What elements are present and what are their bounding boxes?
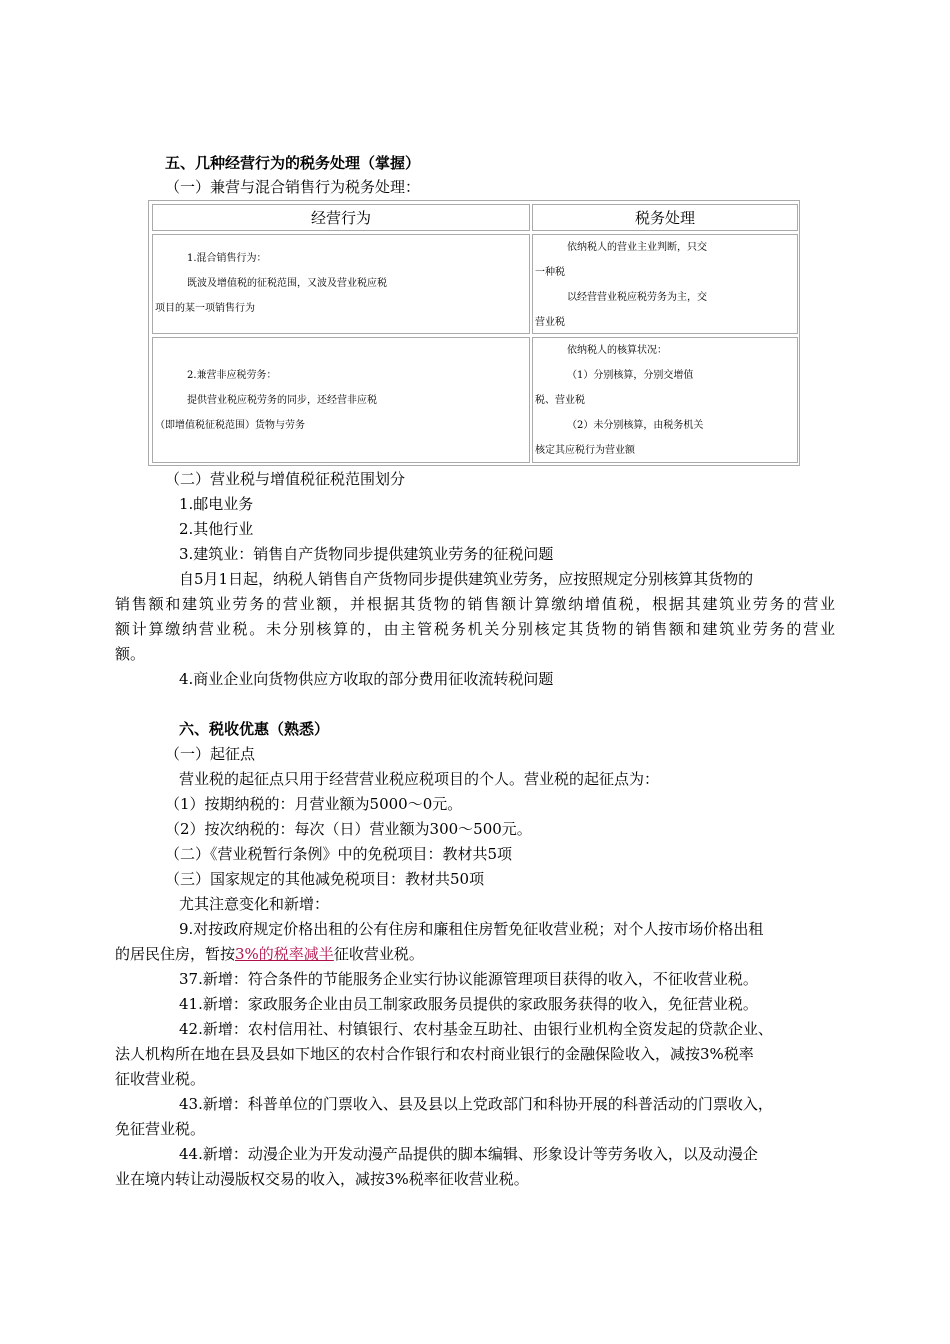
tax-treatment-table (148, 200, 800, 466)
section-5-title: 五、几种经营行为的税务处理（掌握） (165, 154, 421, 172)
table-cell-line: 营业税 (535, 317, 565, 328)
table-cell-line: （即增值税征税范围）货物与劳务 (155, 420, 305, 431)
table-cell-line: 2.兼营非应税劳务： (187, 370, 277, 381)
table-header-business: 经营行为 (152, 204, 530, 231)
table-cell-line: 项目的某一项销售行为 (155, 303, 255, 314)
section-6-sub3: （三）国家规定的其他减免税项目：教材共50项 (165, 870, 485, 888)
table-cell-line: （1）分别核算，分别交增值 (567, 370, 694, 381)
item-42-line3: 征收营业税。 (115, 1070, 206, 1088)
item-4: 4.商业企业向货物供应方收取的部分费用征收流转税问题 (179, 670, 554, 688)
item-42-line2: 法人机构所在地在县及县如下地区的农村合作银行和农村商业银行的金融保险收入，减按3%税率 (115, 1045, 754, 1063)
table-cell-line: 既波及增值税的征税范围，又波及营业税应税 (187, 278, 387, 289)
paragraph-line: 额。 (115, 645, 146, 663)
item-44-line2: 业在境内转让动漫版权交易的收入，减按3%税率征收营业税。 (115, 1170, 529, 1188)
tax-rate-link[interactable]: 3%的税率减半 (235, 945, 334, 963)
table-cell-line: 一种税 (535, 267, 565, 278)
table-cell-line: （2）未分别核算，由税务机关 (567, 420, 704, 431)
paragraph-line: 销售额和建筑业劳务的营业额，并根据其货物的销售额计算缴纳增值税，根据其建筑业劳务的营业 (115, 595, 835, 613)
item-9-line1: 9.对按政府规定价格出租的公有住房和廉租住房暂免征收营业税；对个人按市场价格出租 (179, 920, 764, 938)
table-row2-right (532, 337, 798, 463)
item-37: 37.新增：符合条件的节能服务企业实行协议能源管理项目获得的收入，不征收营业税。 (179, 970, 758, 988)
section-5-sub2: （二）营业税与增值税征税范围划分 (165, 470, 406, 488)
table-cell-line: 提供营业税应税劳务的同步，还经营非应税 (187, 395, 377, 406)
table-cell-line: 核定其应税行为营业额 (535, 445, 635, 456)
section-6-intro: 营业税的起征点只用于经营营业税应税项目的个人。营业税的起征点为： (179, 770, 660, 788)
item-2: 2.其他行业 (179, 520, 254, 538)
table-header-tax: 税务处理 (532, 204, 798, 231)
item-3: 3.建筑业：销售自产货物同步提供建筑业劳务的征税问题 (179, 545, 554, 563)
table-cell-line: 税、营业税 (535, 395, 585, 406)
item-1: 1.邮电业务 (179, 495, 254, 513)
table-row1-left (152, 234, 530, 334)
table-cell-line: 依纳税人的营业主业判断，只交 (567, 242, 707, 253)
paragraph-line: 自5月1日起，纳税人销售自产货物同步提供建筑业劳务，应按照规定分别核算其货物的 (179, 570, 754, 588)
section-6-p2: （2）按次纳税的：每次（日）营业额为300～500元。 (165, 820, 532, 838)
section-6-sub2: （二）《营业税暂行条例》中的免税项目：教材共5项 (165, 845, 513, 863)
item-44-line1: 44.新增：动漫企业为开发动漫产品提供的脚本编辑、形象设计等劳务收入，以及动漫企 (179, 1145, 758, 1163)
item-43-line2: 免征营业税。 (115, 1120, 206, 1138)
section-6-sub1: （一）起征点 (165, 745, 256, 763)
item-9-text-post: 征收营业税。 (333, 945, 424, 963)
section-6-p1: （1）按期纳税的：月营业额为5000～0元。 (165, 795, 463, 813)
item-9-line2 (115, 942, 835, 967)
table-row2-left (152, 337, 530, 463)
table-row1-right (532, 234, 798, 334)
item-42-line1: 42.新增：农村信用社、村镇银行、农村基金互助社、由银行业机构全资发起的贷款企业、 (179, 1020, 773, 1038)
table-cell-line: 1.混合销售行为： (187, 253, 267, 264)
section-6-note: 尤其注意变化和新增： (179, 895, 330, 913)
item-9-text-pre: 的居民住房，暂按 (115, 945, 236, 963)
paragraph-line: 额计算缴纳营业税。未分别核算的，由主管税务机关分别核定其货物的销售额和建筑业劳务的营业 (115, 620, 835, 638)
item-41: 41.新增：家政服务企业由员工制家政服务员提供的家政服务获得的收入，免征营业税。 (179, 995, 758, 1013)
table-cell-line: 以经营营业税应税劳务为主，交 (567, 292, 707, 303)
section-6-title: 六、税收优惠（熟悉） (179, 720, 330, 738)
item-43-line1: 43.新增：科普单位的门票收入、县及县以上党政部门和科协开展的科普活动的门票收入， (179, 1095, 773, 1113)
section-5-sub1: （一）兼营与混合销售行为税务处理： (165, 178, 421, 196)
table-cell-line: 依纳税人的核算状况： (567, 345, 667, 356)
